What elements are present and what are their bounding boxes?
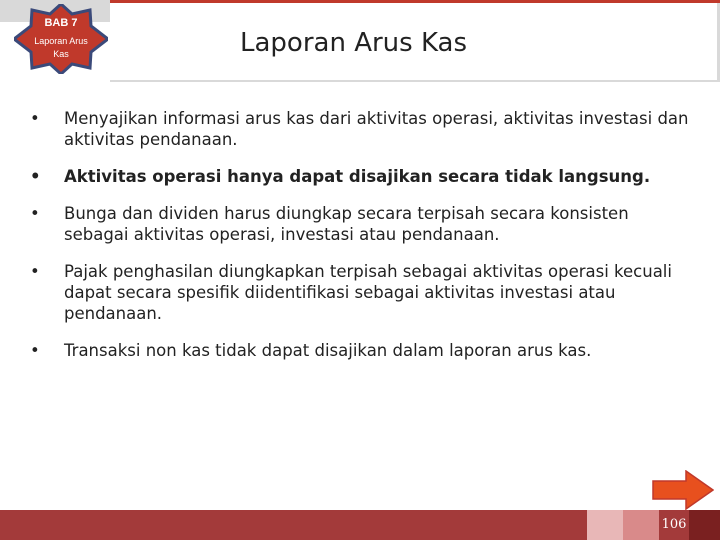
top-accent-line bbox=[110, 0, 720, 3]
bullet-item bbox=[30, 166, 695, 187]
bullet-dot-icon: • bbox=[30, 167, 41, 186]
chapter-badge bbox=[14, 4, 108, 74]
bullet-text: Bunga dan dividen harus diungkap secara terpisah secara konsisten sebagai aktivitas operasi, investasi atau pendanaan. bbox=[64, 204, 629, 244]
footer-block-dark bbox=[689, 510, 720, 540]
badge-subtitle: Laporan Arus Kas bbox=[34, 36, 88, 59]
bullet-item bbox=[30, 261, 695, 324]
bullet-dot-icon: • bbox=[30, 204, 40, 223]
bullet-dot-icon: • bbox=[30, 262, 40, 281]
bullet-dot-icon: • bbox=[30, 109, 40, 128]
footer-block-medium bbox=[623, 510, 659, 540]
bullet-list bbox=[30, 108, 695, 377]
right-arrow-icon bbox=[652, 470, 714, 510]
bullet-item bbox=[30, 340, 695, 361]
next-slide-button[interactable] bbox=[652, 470, 714, 510]
page-title: Laporan Arus Kas bbox=[240, 28, 468, 58]
bullet-dot-icon: • bbox=[30, 341, 40, 360]
bullet-text: Transaksi non kas tidak dapat disajikan dalam laporan arus kas. bbox=[64, 341, 592, 360]
page-number: 106 bbox=[659, 510, 689, 540]
bullet-text: Pajak penghasilan diungkapkan terpisah sebagai aktivitas operasi kecuali dapat secara spesifik diidentifikasi sebagai aktivitas investasi atau pendanaan. bbox=[64, 262, 672, 323]
bullet-text: Aktivitas operasi hanya dapat disajikan secara tidak langsung. bbox=[64, 167, 651, 186]
footer-block-light bbox=[587, 510, 623, 540]
badge-chapter: BAB 7 bbox=[44, 17, 78, 29]
bullet-text: Menyajikan informasi arus kas dari aktivitas operasi, aktivitas investasi dan aktivitas pendanaan. bbox=[64, 109, 689, 149]
bullet-item bbox=[30, 203, 695, 245]
bullet-item bbox=[30, 108, 695, 150]
